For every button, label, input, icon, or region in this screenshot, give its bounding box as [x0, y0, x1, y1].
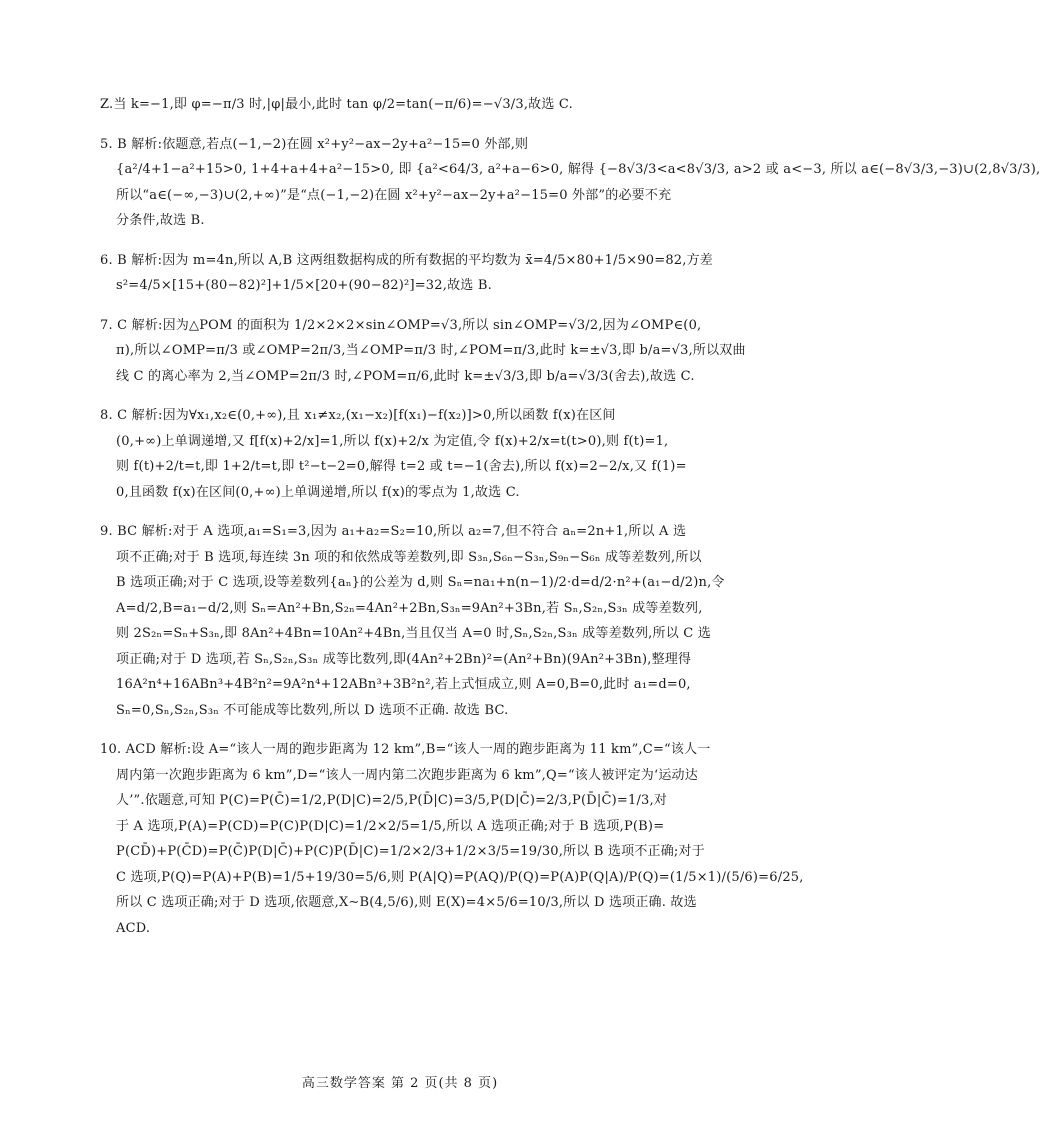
text-line: 9. BC 解析:对于 A 选项,a₁=S₁=3,因为 a₁+a₂=S₂=10,所以 a₂=7,但不符合 aₙ=2n+1,所以 A 选 — [100, 524, 687, 539]
text-line: Z.当 k=−1,即 φ=−π/3 时,|φ|最小,此时 tan φ/2=tan(−π/6)=−√3/3,故选 C. — [100, 97, 573, 112]
text-line: 6. B 解析:因为 m=4n,所以 A,B 这两组数据构成的所有数据的平均数为 x̄=4/5×80+1/5×90=82,方差 — [100, 252, 713, 268]
page-footer: 高三数学答案 第 2 页(共 8 页) — [301, 1076, 499, 1091]
text-line: 项正确;对于 D 选项,若 Sₙ,S₂ₙ,S₃ₙ 成等比数列,即(4An²+2Bn)²=(An²+Bn)(9An²+3Bn),整理得 — [116, 651, 692, 667]
text-line: 人’”.依题意,可知 P(C)=P(C̄)=1/2,P(D|C)=2/5,P(D̄|C)=3/5,P(D|C̄)=2/3,P(D̄|C̄)=1/3,对 — [116, 793, 668, 808]
text-line: 线 C 的离心率为 2,当∠OMP=2π/3 时,∠POM=π/6,此时 k=±√3/3,即 b/a=√3/3(舍去),故选 C. — [116, 368, 695, 384]
text-line: π),所以∠OMP=π/3 或∠OMP=2π/3,当∠OMP=π/3 时,∠POM=π/3,此时 k=±√3,即 b/a=√3,所以双曲 — [116, 343, 746, 358]
solution-7 — [100, 313, 746, 390]
text-line: B 选项正确;对于 C 选项,设等差数列{aₙ}的公差为 d,则 Sₙ=na₁+n(n−1)/2·d=d/2·n²+(a₁−d/2)n,令 — [116, 575, 725, 590]
solution-6 — [100, 248, 720, 299]
text-line: 8. C 解析:因为∀x₁,x₂∈(0,+∞),且 x₁≠x₂,(x₁−x₂)[f(x₁)−f(x₂)]>0,所以函数 f(x)在区间 — [100, 408, 616, 423]
text-line: C 选项,P(Q)=P(A)+P(B)=1/5+19/30=5/6,则 P(A|Q)=P(AQ)/P(Q)=P(A)P(Q|A)/P(Q)=(1/5×1)/(5/6)=6/25, — [116, 869, 804, 885]
text-line: P(CD̄)+P(C̄D)=P(C̄)P(D|C̄)+P(C)P(D̄|C)=1/2×2/3+1/2×3/5=19/30,所以 B 选项不正确;对于 — [116, 844, 705, 859]
text-line: 16A²n⁴+16ABn³+4B²n²=9A²n⁴+12ABn³+3B²n²,若上式恒成立,则 A=0,B=0,此时 a₁=d=0, — [116, 677, 691, 692]
text-line: 5. B 解析:依题意,若点(−1,−2)在圆 x²+y²−ax−2y+a²−15=0 外部,则 — [100, 136, 529, 152]
text-line: 周内第一次跑步距离为 6 km”,D=“该人一周内第二次跑步距离为 6 km”,Q=“该人被评定为‘运动达 — [116, 767, 698, 783]
solution-9 — [100, 519, 725, 723]
text-line: A=d/2,B=a₁−d/2,则 Sₙ=An²+Bn,S₂ₙ=4An²+2Bn,S₃ₙ=9An²+3Bn,若 Sₙ,S₂ₙ,S₃ₙ 成等差数列, — [116, 600, 703, 616]
text-line: 分条件,故选 B. — [116, 213, 205, 228]
text-line: {a²/4+1−a²+15>0, 1+4+a+4+a²−15>0, 即 {a²<64/3, a²+a−6>0, 解得 {−8√3/3<a<8√3/3, a>2 或 a<−3, 所以 a∈(−8√3/3,−3)∪(2,8√3/3), — [116, 162, 1040, 177]
text-line: 0,且函数 f(x)在区间(0,+∞)上单调递增,所以 f(x)的零点为 1,故选 C. — [116, 484, 520, 500]
text-line: 所以“a∈(−∞,−3)∪(2,+∞)”是“点(−1,−2)在圆 x²+y²−ax−2y+a²−15=0 外部”的必要不充 — [116, 187, 672, 203]
text-line: (0,+∞)上单调递增,又 f[f(x)+2/x]=1,所以 f(x)+2/x 为定值,令 f(x)+2/x=t(t>0),则 f(t)=1, — [116, 433, 669, 449]
text-line: 10. ACD 解析:设 A=“该人一周的跑步距离为 12 km”,B=“该人一周的跑步距离为 11 km”,C=“该人一 — [100, 742, 711, 757]
text-line: 所以 C 选项正确;对于 D 选项,依题意,X∼B(4,5/6),则 E(X)=4×5/6=10/3,所以 D 选项正确. 故选 — [116, 895, 697, 910]
solution-continuation — [100, 92, 720, 118]
text-line: 项不正确;对于 B 选项,每连续 3n 项的和依然成等差数列,即 S₃ₙ,S₆ₙ−S₃ₙ,S₉ₙ−S₆ₙ 成等差数列,所以 — [116, 549, 702, 565]
solution-8 — [100, 403, 720, 505]
text-line: Sₙ=0,Sₙ,S₂ₙ,S₃ₙ 不可能成等比数列,所以 D 选项不正确. 故选 BC. — [116, 702, 509, 718]
text-line: ACD. — [116, 920, 151, 936]
solution-5 — [100, 132, 1040, 234]
text-line: s²=4/5×[15+(80−82)²]+1/5×[20+(90−82)²]=32,故选 B. — [116, 278, 492, 293]
text-line: 则 2S₂ₙ=Sₙ+S₃ₙ,即 8An²+4Bn=10An²+4Bn,当且仅当 A=0 时,Sₙ,S₂ₙ,S₃ₙ 成等差数列,所以 C 选 — [116, 626, 711, 641]
text-line: 则 f(t)+2/t=t,即 1+2/t=t,即 t²−t−2=0,解得 t=2 或 t=−1(舍去),所以 f(x)=2−2/x,又 f(1)= — [116, 459, 687, 474]
text-line: 7. C 解析:因为△POM 的面积为 1/2×2×2×sin∠OMP=√3,所以 sin∠OMP=√3/2,因为∠OMP∈(0, — [100, 317, 702, 333]
solutions-body — [100, 92, 1040, 941]
solution-10 — [100, 737, 804, 941]
text-line: 于 A 选项,P(A)=P(CD)=P(C)P(D|C)=1/2×2/5=1/5,所以 A 选项正确;对于 B 选项,P(B)= — [116, 818, 665, 834]
